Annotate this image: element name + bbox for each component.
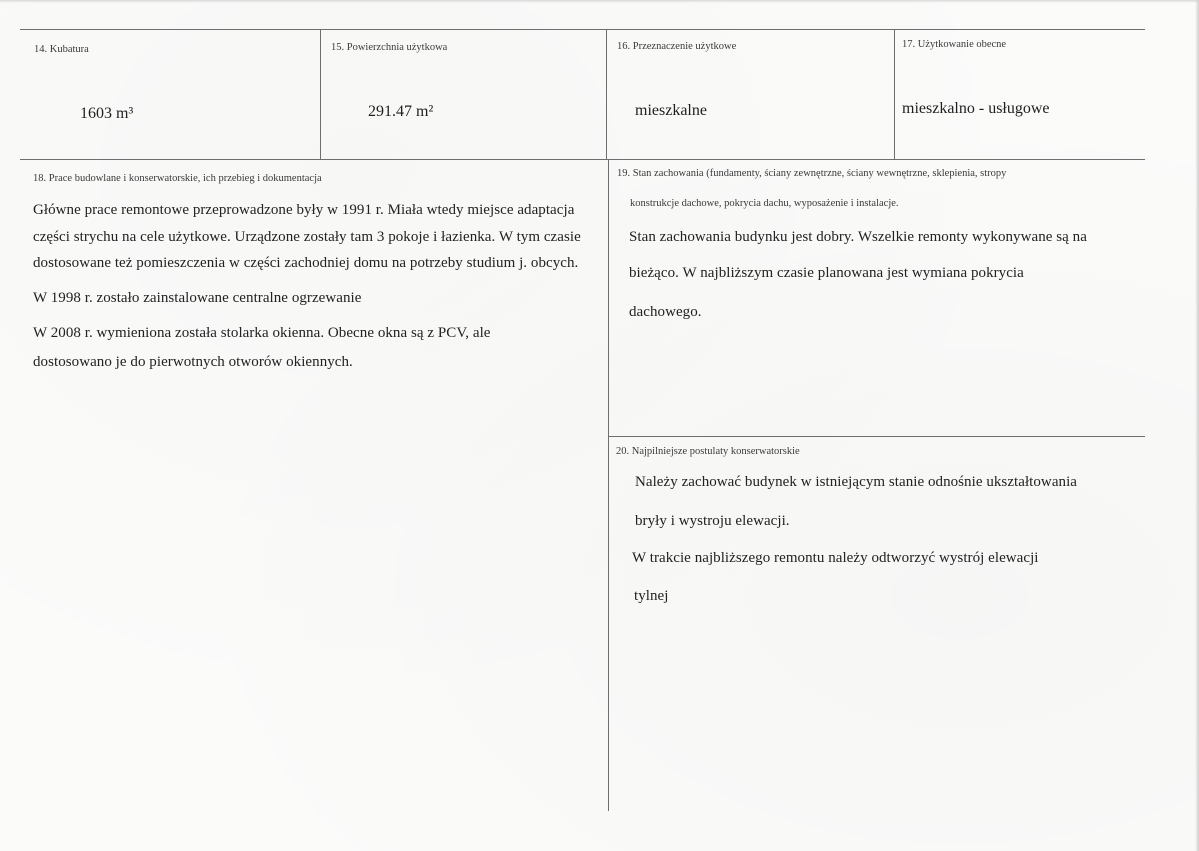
prace-line-3: dostosowane też pomieszczenia w części zachodniej domu na potrzeby studium j. obcych.	[33, 255, 579, 271]
divider-14-15	[320, 29, 321, 159]
divider-16-17	[894, 29, 895, 159]
scan-edge-top	[0, 0, 1199, 3]
prace-line-4: W 1998 r. zostało zainstalowane centralne ogrzewanie	[33, 290, 362, 306]
przeznaczenie-label: 16. Przeznaczenie użytkowe	[617, 41, 737, 52]
stan-line-3: dachowego.	[629, 304, 702, 320]
prace-line-6: dostosowano je do pierwotnych otworów okiennych.	[33, 354, 353, 370]
divider-15-16	[606, 29, 607, 159]
stan-line-1: Stan zachowania budynku jest dobry. Wszelkie remonty wykonywane są na	[629, 229, 1087, 245]
uzytkowanie-value: mieszkalno - usługowe	[902, 100, 1050, 117]
postulaty-line-1: Należy zachować budynek w istniejącym stanie odnośnie ukształtowania	[635, 474, 1078, 490]
table-top-border	[20, 29, 1145, 30]
postulaty-line-4: tylnej	[634, 588, 669, 604]
postulaty-line-3: W trakcie najbliższego remontu należy odtworzyć wystrój elewacji	[632, 550, 1039, 566]
divider-18-19	[608, 159, 609, 811]
powierzchnia-value: 291.47 m²	[368, 103, 434, 120]
uzytkowanie-label: 17. Użytkowanie obecne	[902, 39, 1007, 50]
przeznaczenie-value: mieszkalne	[635, 102, 707, 119]
prace-line-2: części strychu na cele użytkowe. Urządzone zostały tam 3 pokoje i łazienka. W tym czasie	[33, 229, 581, 245]
prace-line-5: W 2008 r. wymieniona została stolarka okienna. Obecne okna są z PCV, ale	[33, 325, 491, 341]
kubatura-value: 1603 m³	[80, 105, 134, 122]
row1-bottom-border	[20, 159, 1145, 160]
section20-top-border	[608, 436, 1145, 437]
stan-zachowania-label-1: 19. Stan zachowania (fundamenty, ściany zewnętrzne, ściany wewnętrzne, sklepienia, stropy	[617, 168, 1007, 179]
prace-budowlane-label: 18. Prace budowlane i konserwatorskie, ich przebieg i dokumentacja	[33, 173, 322, 184]
powierzchnia-label: 15. Powierzchnia użytkowa	[331, 42, 448, 53]
scan-edge-right	[1195, 0, 1199, 851]
stan-line-2: bieżąco. W najbliższym czasie planowana jest wymiana pokrycia	[629, 265, 1024, 281]
postulaty-line-2: bryły i wystroju elewacji.	[635, 513, 790, 529]
postulaty-label: 20. Najpilniejsze postulaty konserwatorskie	[616, 446, 800, 457]
kubatura-label: 14. Kubatura	[34, 44, 89, 55]
prace-line-1: Główne prace remontowe przeprowadzone były w 1991 r. Miała wtedy miejsce adaptacja	[33, 202, 575, 218]
stan-zachowania-label-2: konstrukcje dachowe, pokrycia dachu, wyposażenie i instalacje.	[630, 198, 899, 209]
